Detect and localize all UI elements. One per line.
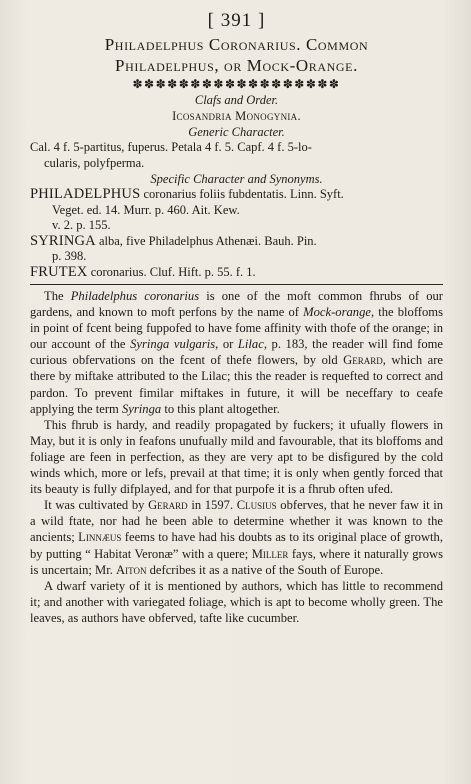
synonym-continuation: p. 398. <box>52 249 87 263</box>
paragraph-3: It was cultivated by Gerard in 1597. Clusius obferves, that he never faw it in a wild ftate, nor had he been able to determine whether it was known to the ancients; Linnæus feems to have had his doubts as to its original place of growth, by putting “ Habitat Veronæ” with a quere; Miller fays, where it naturally grows is uncertain; Mr. Aiton defcribes it as a native of the South of Europe. <box>30 498 444 577</box>
paragraph-4: A dwarf variety of it is mentioned by authors, which has little to recommend it; and another with variegated foliage, which is apt to become wholly green. The leaves, as authors have obferved, tafte like cucumber. <box>30 578 443 625</box>
italic-term: Lilac <box>237 337 264 352</box>
paragraph-1: The Philadelphus coronarius is one of the moft common fhrubs of our gardens, and known to moft perfons by the name of Mock-orange, the bloffoms in point of fcent being fuppofed to have fome affinity with thofe of the orange; in our account of the Syringa vulgaris, or Lilac, p. 183, the reader will find fome curious obfervations on the fcent of thefe flowers, by old Gerard, which are there by miftake attributed to the Lilac; this the reader is requefted to correct and pardon. To prevent fimilar miftakes in future, it will be neceffary to ceafe applying the term Syringa to this plant altogether. <box>30 289 444 416</box>
author-name: Aiton <box>116 562 147 577</box>
generic-line-2: cularis, polyfperma. <box>44 155 145 170</box>
italic-term: Philadelphus coronarius <box>70 289 200 303</box>
synonym-text: alba, five Philadelphus Athenæi. Bauh. Pin. <box>98 233 317 248</box>
specific-character-heading: Specific Character and Synonyms. <box>150 172 323 186</box>
synonym-name: FRUTEX <box>30 263 88 280</box>
generic-character-heading: Generic Character. <box>188 125 285 139</box>
synonym-text: coronarius. Cluf. Hift. p. 55. f. 1. <box>90 264 256 279</box>
italic-term: Syringa <box>121 401 162 416</box>
paragraph-2: This fhrub is hardy, and readily propagated by fuckers; it ufually flowers in May, but it is only in feafons unufually mild and favourable, that its bloffoms and foliage are feen in perfection, as they are very apt to be disfigured by the cold winds which, more or lefs, prevail at that time; it is only when gently forced that its beauty is fully difplayed, and for that purpofe it is a fhrub often ufed. <box>30 417 443 497</box>
synonym-name: SYRINGA <box>30 232 96 249</box>
class-order: Icosandria Monogynia. <box>172 109 301 123</box>
italic-term: Syringa vulgaris <box>130 337 216 352</box>
author-name: Clusius <box>236 498 277 513</box>
author-name: Linnæus <box>78 530 122 545</box>
author-name: Gerard <box>343 353 383 368</box>
class-order-heading: Clafs and Order. <box>194 93 279 107</box>
ornament-divider: ✽✽✽✽✽✽✽✽✽✽✽✽✽✽✽✽✽✽ <box>132 77 341 91</box>
italic-term: Mock-orange <box>303 305 371 320</box>
synonym-text: coronarius foliis fubdentatis. Linn. Syft. <box>143 187 344 201</box>
synonym-syringa <box>30 234 443 250</box>
title-line-2: Philadelphus, or Mock-Orange. <box>115 56 358 75</box>
synonym-frutex <box>30 265 443 281</box>
page-number: [ 391 ] <box>207 10 266 31</box>
section-rule <box>30 284 443 285</box>
synonym-continuation: Veget. ed. 14. Murr. p. 460. Ait. Kew. <box>52 202 240 217</box>
synonym-continuation: v. 2. p. 155. <box>52 218 111 232</box>
synonym-name: PHILADELPHUS <box>30 186 141 202</box>
title-line-1: Philadelphus Coronarius. Common <box>104 35 369 54</box>
author-name: Miller <box>251 546 289 561</box>
generic-line-1: Cal. 4 f. 5-partitus, fuperus. Petala 4 f. 5. Capf. 4 f. 5-lo- <box>30 140 312 154</box>
synonym-philadelphus <box>30 187 443 203</box>
author-name: Gerard <box>148 498 188 513</box>
